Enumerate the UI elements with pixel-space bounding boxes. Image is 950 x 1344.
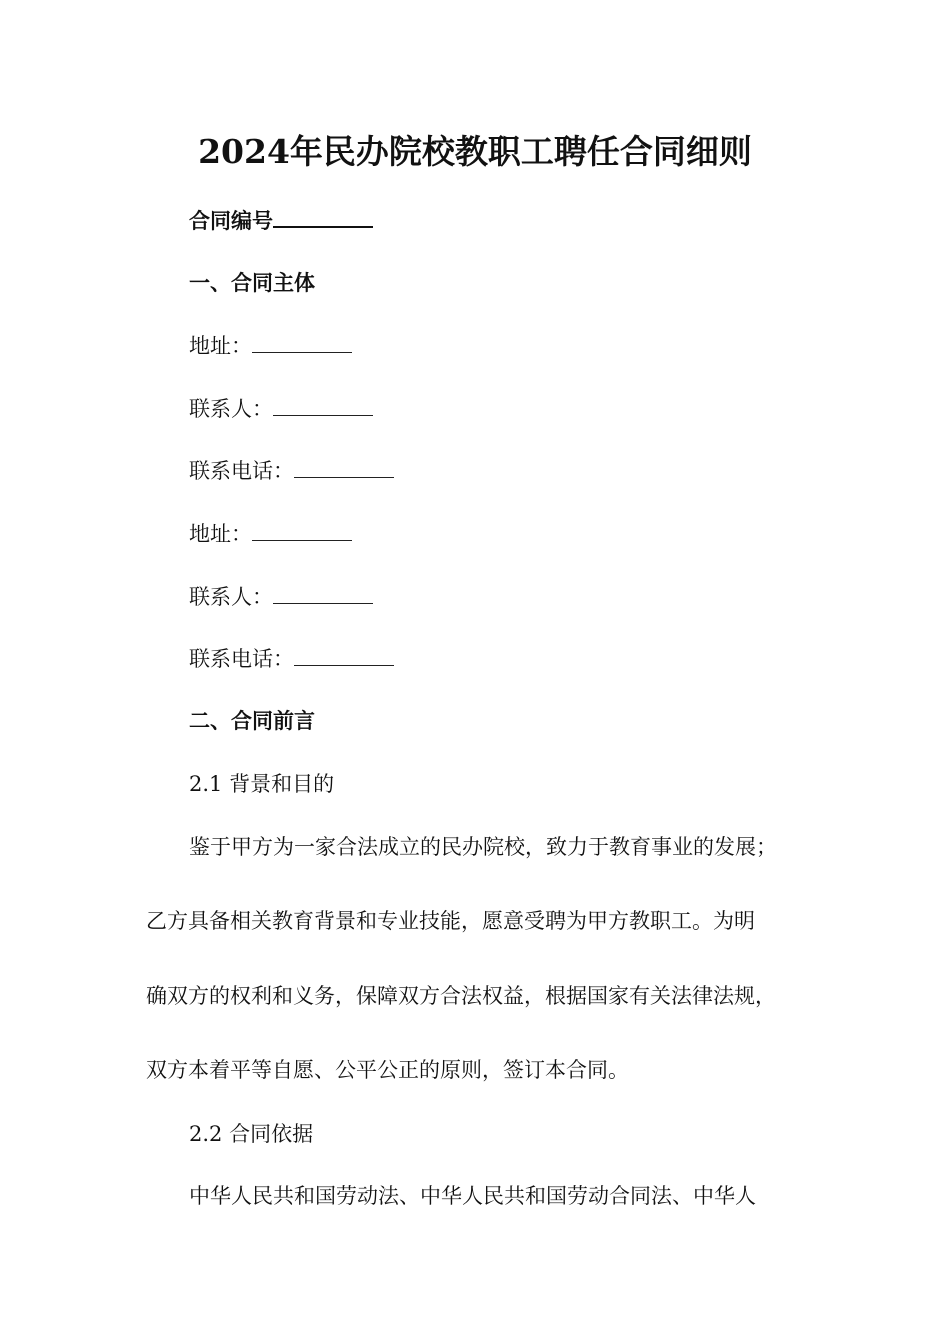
party-b-contact-line bbox=[189, 583, 373, 611]
paragraph-line: 鉴于甲方为一家合法成立的民办院校，致力于教育事业的发展； bbox=[189, 835, 777, 859]
party-a-address-line bbox=[189, 332, 352, 360]
paragraph-line: 双方本着平等自愿、公平公正的原则，签订本合同。 bbox=[146, 1058, 629, 1082]
subsection-2-2-heading: 2.2 合同依据 bbox=[189, 1122, 314, 1146]
contract-number-label: 合同编号 bbox=[189, 208, 273, 233]
paragraph-line: 中华人民共和国劳动法、中华人民共和国劳动合同法、中华人 bbox=[189, 1184, 756, 1208]
field-label: 联系电话： bbox=[189, 647, 294, 671]
party-b-address-blank[interactable] bbox=[252, 520, 352, 541]
subsection-2-1-heading: 2.1 背景和目的 bbox=[189, 772, 335, 796]
party-b-contact-blank[interactable] bbox=[273, 583, 373, 604]
paragraph-line: 确双方的权利和义务，保障双方合法权益，根据国家有关法律法规， bbox=[146, 984, 776, 1008]
party-b-phone-blank[interactable] bbox=[294, 645, 394, 666]
party-b-address-line bbox=[189, 520, 352, 548]
party-a-contact-line bbox=[189, 395, 373, 423]
field-label: 地址： bbox=[189, 334, 252, 358]
section2-heading: 二、合同前言 bbox=[189, 708, 315, 733]
paragraph-line: 乙方具备相关教育背景和专业技能，愿意受聘为甲方教职工。为明 bbox=[146, 909, 755, 933]
contract-number-blank[interactable] bbox=[273, 206, 373, 228]
party-a-phone-blank[interactable] bbox=[294, 457, 394, 478]
section1-heading: 一、合同主体 bbox=[189, 270, 315, 295]
field-label: 联系人： bbox=[189, 397, 273, 421]
party-a-phone-line bbox=[189, 457, 394, 485]
field-label: 联系电话： bbox=[189, 459, 294, 483]
party-a-address-blank[interactable] bbox=[252, 332, 352, 353]
party-b-phone-line bbox=[189, 645, 394, 673]
field-label: 联系人： bbox=[189, 585, 273, 609]
party-a-contact-blank[interactable] bbox=[273, 395, 373, 416]
document-title: 2024年民办院校教职工聘任合同细则 bbox=[198, 132, 752, 171]
contract-number-line bbox=[189, 206, 373, 235]
field-label: 地址： bbox=[189, 522, 252, 546]
